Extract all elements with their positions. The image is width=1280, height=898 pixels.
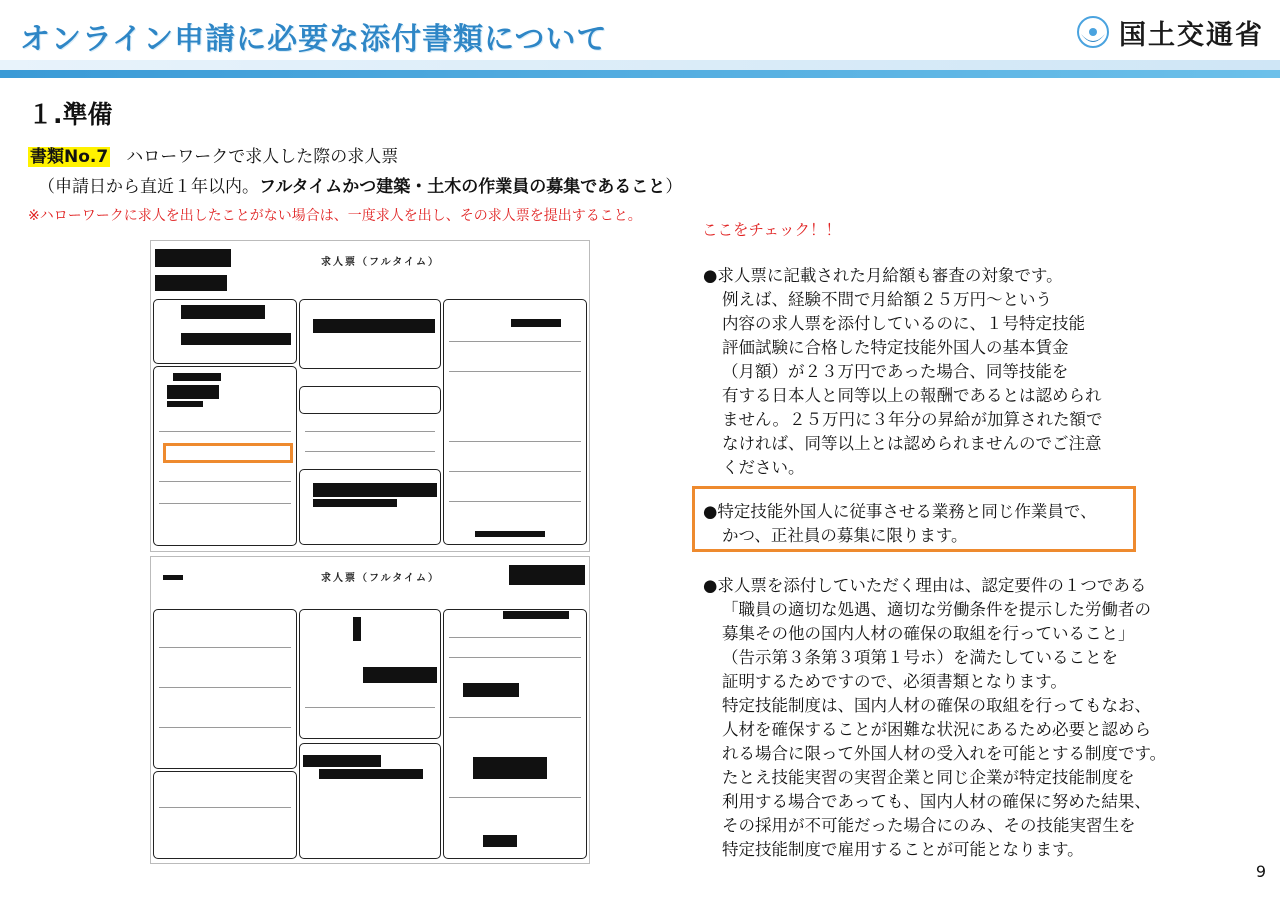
bullet-line: 例えば、経験不問で月給額２５万円～という: [722, 290, 1052, 309]
redaction: [511, 319, 561, 327]
redaction: [303, 755, 381, 767]
bullet-line: ●特定技能外国人に従事させる業務と同じ作業員で、: [703, 502, 1097, 521]
bullet-line: 証明するためですので、必須書類となります。: [722, 672, 1067, 691]
form-panel: [443, 609, 587, 859]
bullet-salary: [703, 264, 1103, 480]
redaction: [463, 683, 519, 697]
redaction: [473, 757, 547, 779]
bullet-line: たとえ技能実習の実習企業と同じ企業が特定技能制度を: [722, 768, 1135, 787]
bullet-reason: [703, 574, 1166, 862]
redaction: [181, 333, 291, 345]
red-note: ※ハローワークに求人を出したことがない場合は、一度求人を出し、その求人票を提出すること。: [28, 208, 642, 224]
slide-header: [0, 0, 1280, 78]
form-panel: [299, 299, 441, 369]
mlit-logo-icon: [1075, 14, 1111, 50]
bullet-fulltime-worker: [703, 500, 1097, 548]
section-heading: １.準備: [28, 100, 113, 129]
bullet-line: なければ、同等以上とは認められませんのでご注意: [722, 434, 1102, 453]
ministry-logo: [1075, 10, 1264, 54]
bullet-line: 有する日本人と同等以上の報酬であるとは認められ: [722, 386, 1102, 405]
redaction: [475, 531, 545, 537]
form-panel: [299, 469, 441, 545]
bullet-line: 募集その他の国内人材の確保の取組を行っていること」: [722, 624, 1135, 643]
document-line: [28, 142, 398, 167]
form-highlight-box: [163, 443, 293, 463]
form-panel: [443, 299, 587, 545]
document-condition: [38, 172, 682, 197]
redaction: [503, 611, 569, 619]
bullet-line: 人材を確保することが困難な状況にあるため必要と認めら: [722, 720, 1151, 739]
job-posting-form-page-2: [150, 556, 590, 864]
bullet-line: 内容の求人票を添付しているのに、１号特定技能: [722, 314, 1085, 333]
condition-bold: フルタイムかつ建築・土木の作業員の募集であること: [259, 177, 666, 197]
redaction: [173, 373, 221, 381]
check-label: ここをチェック！！: [702, 221, 842, 239]
bullet-line: れる場合に限って外国人材の受入れを可能とする制度です。: [722, 744, 1167, 763]
page-number: 9: [1255, 862, 1266, 881]
redaction: [483, 835, 517, 847]
form-title: 求人票（フルタイム）: [321, 257, 440, 268]
header-band-light: [0, 60, 1280, 70]
slide-title: オンライン申請に必要な添付書類について: [20, 22, 608, 57]
job-posting-form-page-1: [150, 240, 590, 552]
redaction: [167, 385, 219, 399]
bullet-line: 評価試験に合格した特定技能外国人の基本賃金: [722, 338, 1069, 357]
form-panel: [153, 771, 297, 859]
form-panel: [153, 609, 297, 769]
redaction: [313, 499, 397, 507]
bullet-line: 特定技能制度で雇用することが可能となります。: [722, 840, 1084, 859]
document-name: ハローワークで求人した際の求人票: [126, 147, 399, 167]
bullet-line: 「職員の適切な処遇、適切な労働条件を提示した労働者の: [722, 600, 1151, 619]
condition-prefix: （申請日から直近１年以内。: [38, 177, 259, 197]
bullet-line: かつ、正社員の募集に限ります。: [722, 526, 968, 545]
bullet-line: 特定技能制度は、国内人材の確保の取組を行ってもなお、: [722, 696, 1151, 715]
bullet-line: ●求人票を添付していただく理由は、認定要件の１つである: [703, 576, 1147, 595]
bullet-line: ません。２５万円に３年分の昇給が加算された額で: [722, 410, 1103, 429]
bullet-line: その採用が不可能だった場合にのみ、その技能実習生を: [722, 816, 1136, 835]
ministry-name: 国土交通省: [1119, 19, 1264, 51]
redaction: [313, 319, 435, 333]
condition-suffix: ）: [665, 177, 683, 197]
redaction: [363, 667, 437, 683]
redaction: [155, 275, 227, 291]
redaction: [313, 483, 437, 497]
header-band-blue: [0, 70, 1280, 78]
redaction: [163, 575, 183, 580]
redaction: [509, 565, 585, 585]
bullet-line: 利用する場合であっても、国内人材の確保に努めた結果、: [722, 792, 1151, 811]
document-badge: 書類No.7: [30, 147, 109, 167]
redaction: [319, 769, 423, 779]
bullet-line: （月額）が２３万円であった場合、同等技能を: [722, 362, 1069, 381]
bullet-line: ●求人票に記載された月給額も審査の対象です。: [703, 266, 1063, 285]
redaction: [181, 305, 265, 319]
form-panel: [299, 386, 441, 414]
bullet-line: （告示第３条第３項第１号ホ）を満たしていることを: [722, 648, 1118, 667]
redaction: [155, 249, 231, 267]
form-title: 求人票（フルタイム）: [321, 573, 440, 584]
bullet-line: ください。: [722, 458, 805, 477]
redaction: [353, 617, 361, 641]
redaction: [167, 401, 203, 407]
